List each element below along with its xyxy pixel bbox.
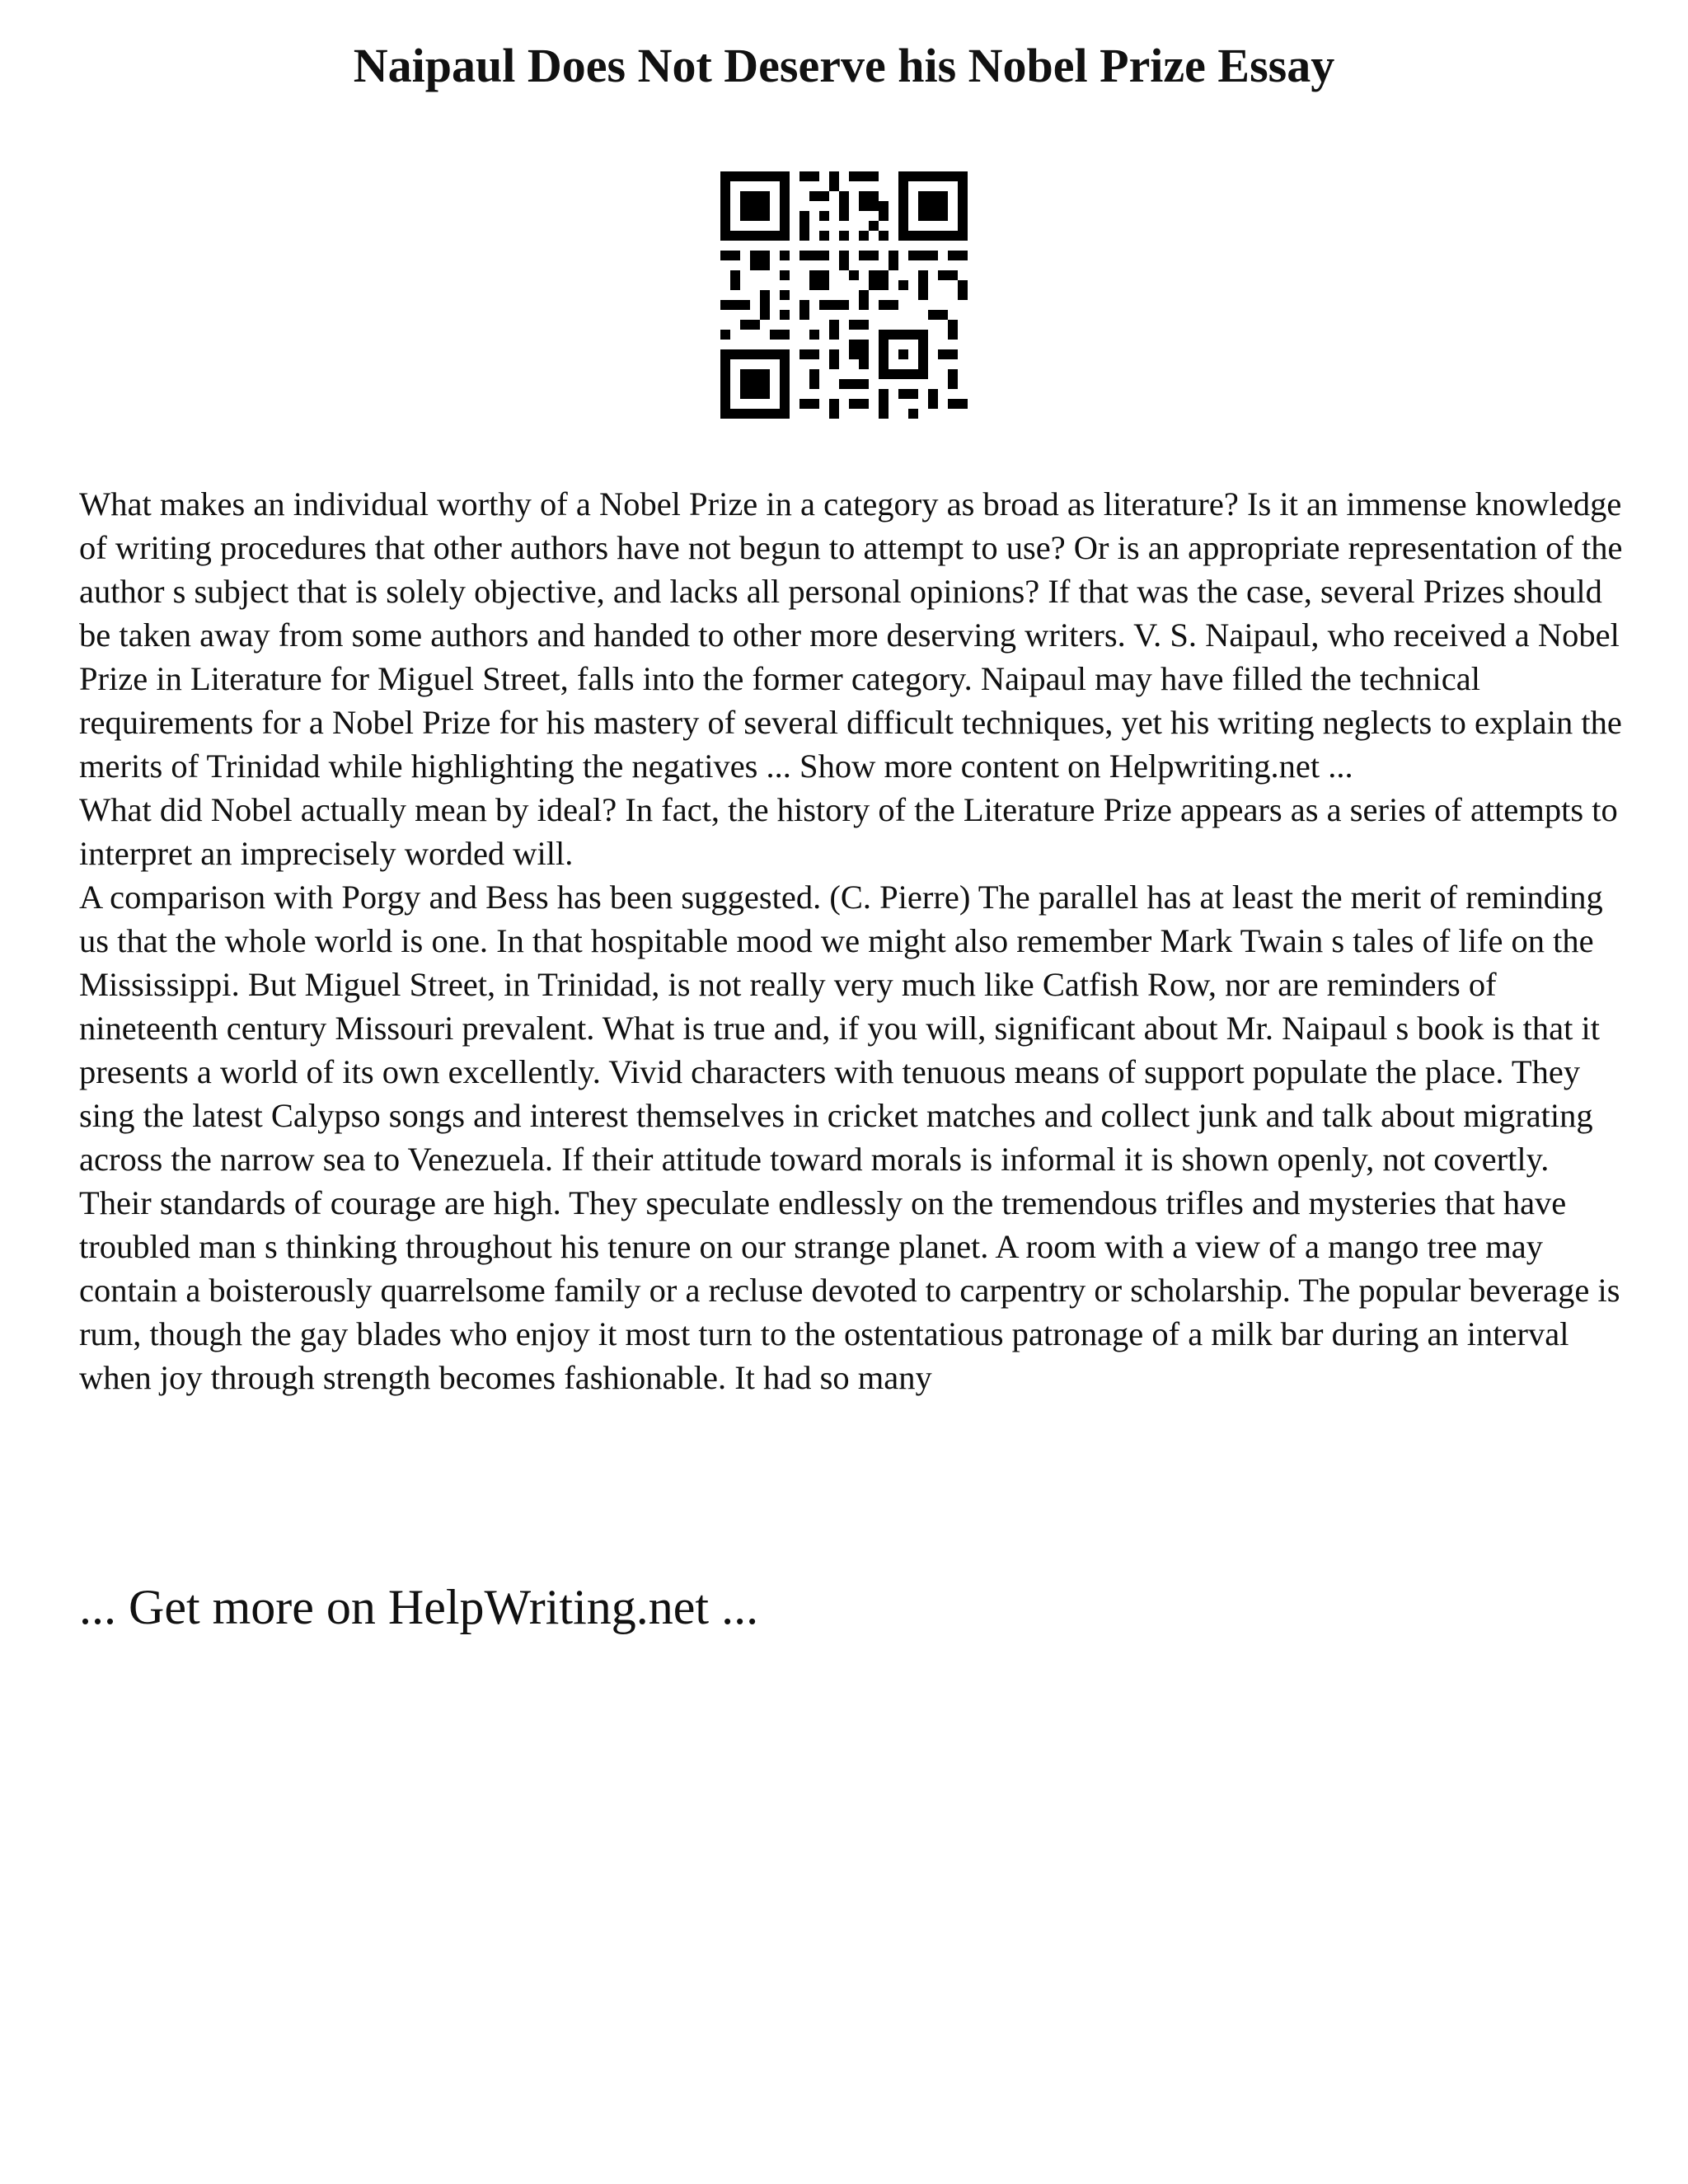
essay-paragraph: What did Nobel actually mean by ideal? In fact, the history of the Literature Prize appears as a series of attempts to interpret an imprecisely worded will. [79, 791, 1618, 872]
get-more-link[interactable]: ... Get more on HelpWriting.net ... [79, 1580, 759, 1634]
qr-code-icon [720, 171, 968, 419]
essay-body [79, 482, 1629, 1399]
essay-paragraph: A comparison with Porgy and Bess has been suggested. (C. Pierre) The parallel has at least the merit of reminding us that the whole world is one. In that hospitable mood we might also remember Mark Twain s tales of life on the Mississippi. But Miguel Street, in Trinidad, is not really very much like Catfish Row, nor are reminders of nineteenth century Missouri prevalent. What is true and, if you will, significant about Mr. Naipaul s book is that it presents a world of its own excellently. Vivid characters with tenuous means of support populate the place. They sing the latest Calypso songs and interest themselves in cricket matches and collect junk and talk about migrating across the narrow sea to Venezuela. If their attitude toward morals is informal it is shown openly, not covertly. Their standards of courage are high. They speculate endlessly on the tremendous trifles and mysteries that have troubled man s thinking throughout his tenure on our strange planet. A room with a view of a mango tree may contain a boisterously quarrelsome family or a recluse devoted to carpentry or scholarship. The popular beverage is rum, though the gay blades who enjoy it most turn to the ostentatious patronage of a milk bar during an interval when joy through strength becomes fashionable. It had so many [79, 879, 1620, 1396]
document-title: Naipaul Does Not Deserve his Nobel Prize Essay [353, 39, 1335, 92]
essay-paragraph: What makes an individual worthy of a Nobel Prize in a category as broad as literature? Is it an immense knowledge of writing procedures that other authors have not begun to attempt to use? Or is an appropriate representation of the author s subject that is solely objective, and lacks all personal opinions? If that was the case, several Prizes should be taken away from some authors and handed to other more deserving writers. V. S. Naipaul, who received a Nobel Prize in Literature for Miguel Street, falls into the former category. Naipaul may have filled the technical requirements for a Nobel Prize for his mastery of several difficult techniques, yet his writing neglects to explain the merits of Trinidad while highlighting the negatives ... Show more content on Helpwriting.net ... [79, 485, 1623, 785]
